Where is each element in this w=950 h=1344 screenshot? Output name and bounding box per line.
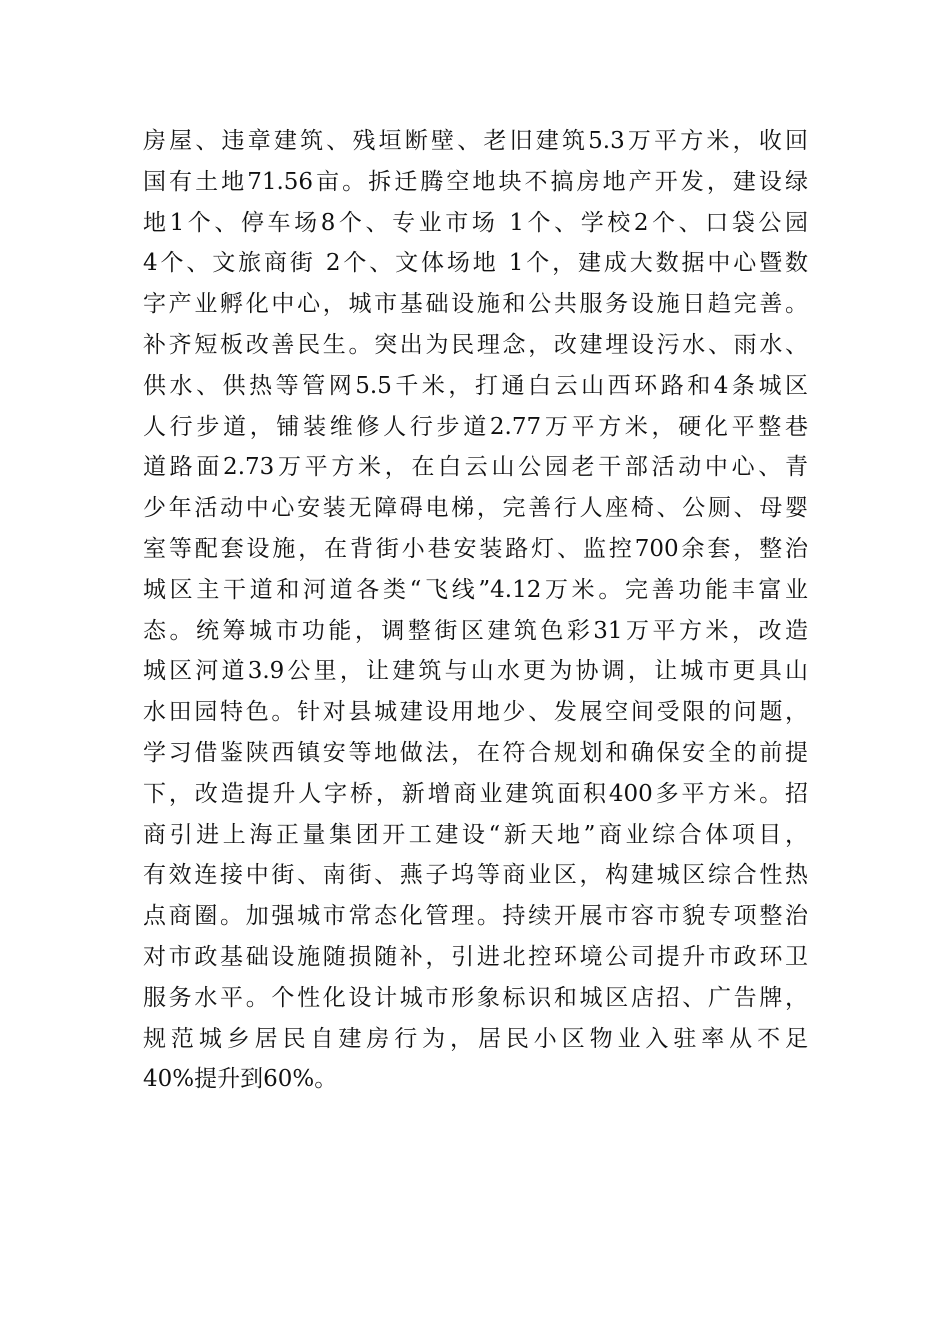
text-line: 下，改造提升人字桥，新增商业建筑面积400多平方米。招 xyxy=(143,780,808,807)
text-line: 水田园特色。针对县城建设用地少、发展空间受限的问题， xyxy=(143,699,808,726)
text-line: 城区主干道和河道各类“飞线”4.12万米。完善功能丰富业 xyxy=(143,576,808,603)
text-line: 学习借鉴陕西镇安等地做法，在符合规划和确保安全的前提 xyxy=(143,739,808,766)
text-line: 规范城乡居民自建房行为，居民小区物业入驻率从不足 xyxy=(143,1025,808,1052)
text-line: 补齐短板改善民生。突出为民理念，改建埋设污水、雨水、 xyxy=(143,331,808,358)
text-line: 国有土地71.56亩。拆迁腾空地块不搞房地产开发，建设绿 xyxy=(143,168,808,195)
text-line: 供水、供热等管网5.5千米，打通白云山西环路和4条城区 xyxy=(143,372,808,399)
text-line: 室等配套设施，在背街小巷安装路灯、监控700余套，整治 xyxy=(143,535,808,562)
text-line: 40%提升到60%。 xyxy=(143,1066,338,1093)
text-line: 对市政基础设施随损随补，引进北控环境公司提升市政环卫 xyxy=(143,943,808,970)
body-paragraph xyxy=(143,121,808,1100)
text-line: 态。统筹城市功能，调整街区建筑色彩31万平方米，改造 xyxy=(143,617,808,644)
text-line: 房屋、违章建筑、残垣断壁、老旧建筑5.3万平方米，收回 xyxy=(143,128,808,154)
text-line: 4个、文旅商街 2个、文体场地 1个，建成大数据中心暨数 xyxy=(143,250,808,277)
text-line: 少年活动中心安装无障碍电梯，完善行人座椅、公厕、母婴 xyxy=(143,495,808,522)
text-line: 地1个、停车场8个、专业市场 1个、学校2个、口袋公园 xyxy=(143,209,808,236)
text-line: 道路面2.73万平方米，在白云山公园老干部活动中心、青 xyxy=(143,454,808,481)
text-line: 商引进上海正量集团开工建设“新天地”商业综合体项目， xyxy=(143,821,808,848)
text-line: 有效连接中街、南街、燕子坞等商业区，构建城区综合性热 xyxy=(143,862,808,889)
text-line: 点商圈。加强城市常态化管理。持续开展市容市貌专项整治 xyxy=(143,903,808,930)
text-line: 服务水平。个性化设计城市形象标识和城区店招、广告牌， xyxy=(143,984,808,1011)
text-line: 城区河道3.9公里，让建筑与山水更为协调，让城市更具山 xyxy=(143,658,808,685)
text-line: 字产业孵化中心，城市基础设施和公共服务设施日趋完善。 xyxy=(143,291,808,318)
text-line: 人行步道，铺装维修人行步道2.77万平方米，硬化平整巷 xyxy=(143,413,808,440)
